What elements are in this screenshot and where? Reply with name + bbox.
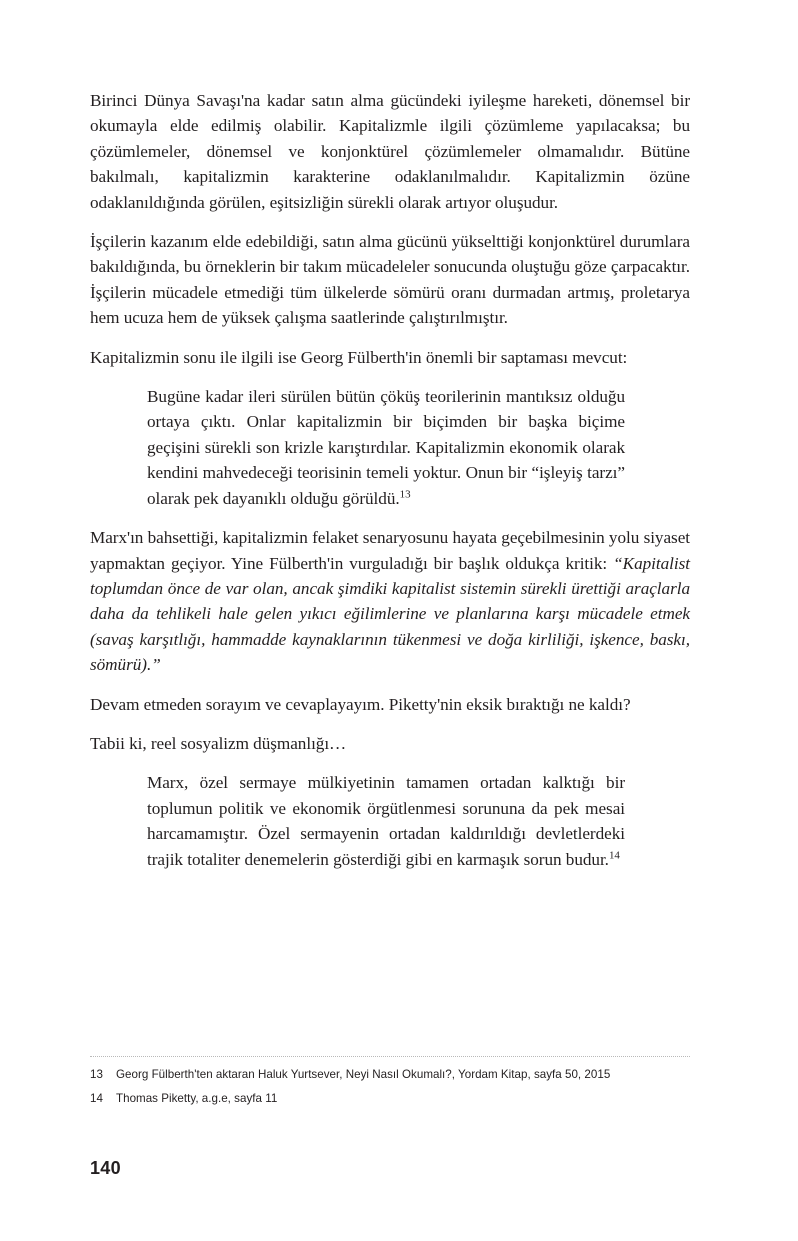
footnote-14 <box>90 1091 690 1108</box>
paragraph-4-italic-quote: “Kapitalist toplumdan önce de var olan, ancak şimdiki kapitalist sistemin sürekli ürettiği araçlarla daha da tehlikeli hale gelen yıkıcı eğilimlerine ve planlarına karşı mücadele etmek (savaş karşıtlığı, hammadde kaynaklarının tükenmesi ve doğa kirliliği, işkence, baskı, sömürü).” <box>90 553 690 675</box>
paragraph-5: Devam etmeden sorayım ve cevaplayayım. Piketty'nin eksik bıraktığı ne kaldı? <box>90 694 631 714</box>
footnote-marker-14[interactable]: 14 <box>608 848 620 861</box>
paragraph-3: Kapitalizmin sonu ile ilgili ise Georg Fülberth'in önemli bir saptaması mevcut: <box>90 347 628 367</box>
block-quote-1 <box>147 384 625 511</box>
block-quote-2-body: Marx, özel sermaye mülkiyetinin tamamen ortadan kalktığı bir toplumun politik ve ekonomik örgütlenmesi sorununa da pek mesai harcamamıştır. Özel sermayenin ortadan kaldırıldığı devletlerdeki trajik totaliter denemelerin gösterdiği gibi en karmaşık sorun budur. <box>147 773 625 869</box>
footnote-13 <box>90 1067 690 1084</box>
text-column <box>90 88 690 886</box>
footnote-14-number: 14 <box>90 1091 103 1105</box>
footnote-13-text: Georg Fülberth'ten aktaran Haluk Yurtsever, Neyi Nasıl Okumalı?, Yordam Kitap, sayfa 50, 2015 <box>116 1068 611 1081</box>
paragraph-1: Birinci Dünya Savaşı'na kadar satın alma gücündeki iyileşme hareketi, dönemsel bir okumayla elde edilmiş olabilir. Kapitalizmle ilgili çözümleme yapılacaksa; bu çözümlemeler, dönemsel ve konjonktürel çözümlemeler olmamalıdır. Bütüne bakılmalı, kapitalizmin karakterine odaklanılmalıdır. Kapitalizmin özüne odaklanıldığında görülen, eşitsizliğin sürekli olarak artıyor oluşudur. <box>90 91 690 212</box>
footnote-14-text: Thomas Piketty, a.g.e, sayfa 11 <box>116 1091 278 1105</box>
block-quote-2 <box>147 770 625 872</box>
footnote-area <box>90 1056 690 1107</box>
block-quote-2-text <box>147 770 625 872</box>
paragraph-4 <box>90 525 690 677</box>
paragraph-2: İşçilerin kazanım elde edebildiği, satın alma gücünü yükselttiği konjonktürel durumlara bakıldığında, bu örneklerin bir takım mücadeleler sonucunda oluştuğu göze çarpacaktır. İşçilerin mücadele etmediği tüm ülkelerde sömürü oranı durmadan artmış, proletarya hem ucuza hem de yüksek çalışma saatlerinde çalıştırılmıştır. <box>90 232 690 328</box>
paragraph-4-lead: Marx'ın bahsettiği, kapitalizmin felaket senaryosunu hayata geçebilmesinin yolu siyaset yapmaktan geçiyor. Yine Fülberth'in vurguladığı bir başlık oldukça kritik: <box>90 528 690 573</box>
footnote-separator-rule <box>90 1056 690 1058</box>
footnote-marker-13[interactable]: 13 <box>399 487 411 500</box>
page-number: 140 <box>90 1158 121 1178</box>
paragraph-6: Tabii ki, reel sosyalizm düşmanlığı… <box>90 733 347 753</box>
block-quote-1-text <box>147 384 625 511</box>
footnote-13-number: 13 <box>90 1068 103 1081</box>
block-quote-1-body: Bugüne kadar ileri sürülen bütün çöküş teorilerinin mantıksız olduğu ortaya çıktı. Onlar kapitalizmin bir biçimden bir başka biçime geçişini sürekli son krizle karıştırdılar. Kapitalizmin ekonomik olarak kendini mahvedeceği teorisinin temeli yoktur. Onun bir “işleyiş tarzı” olarak pek dayanıklı olduğu görüldü. <box>147 387 625 508</box>
